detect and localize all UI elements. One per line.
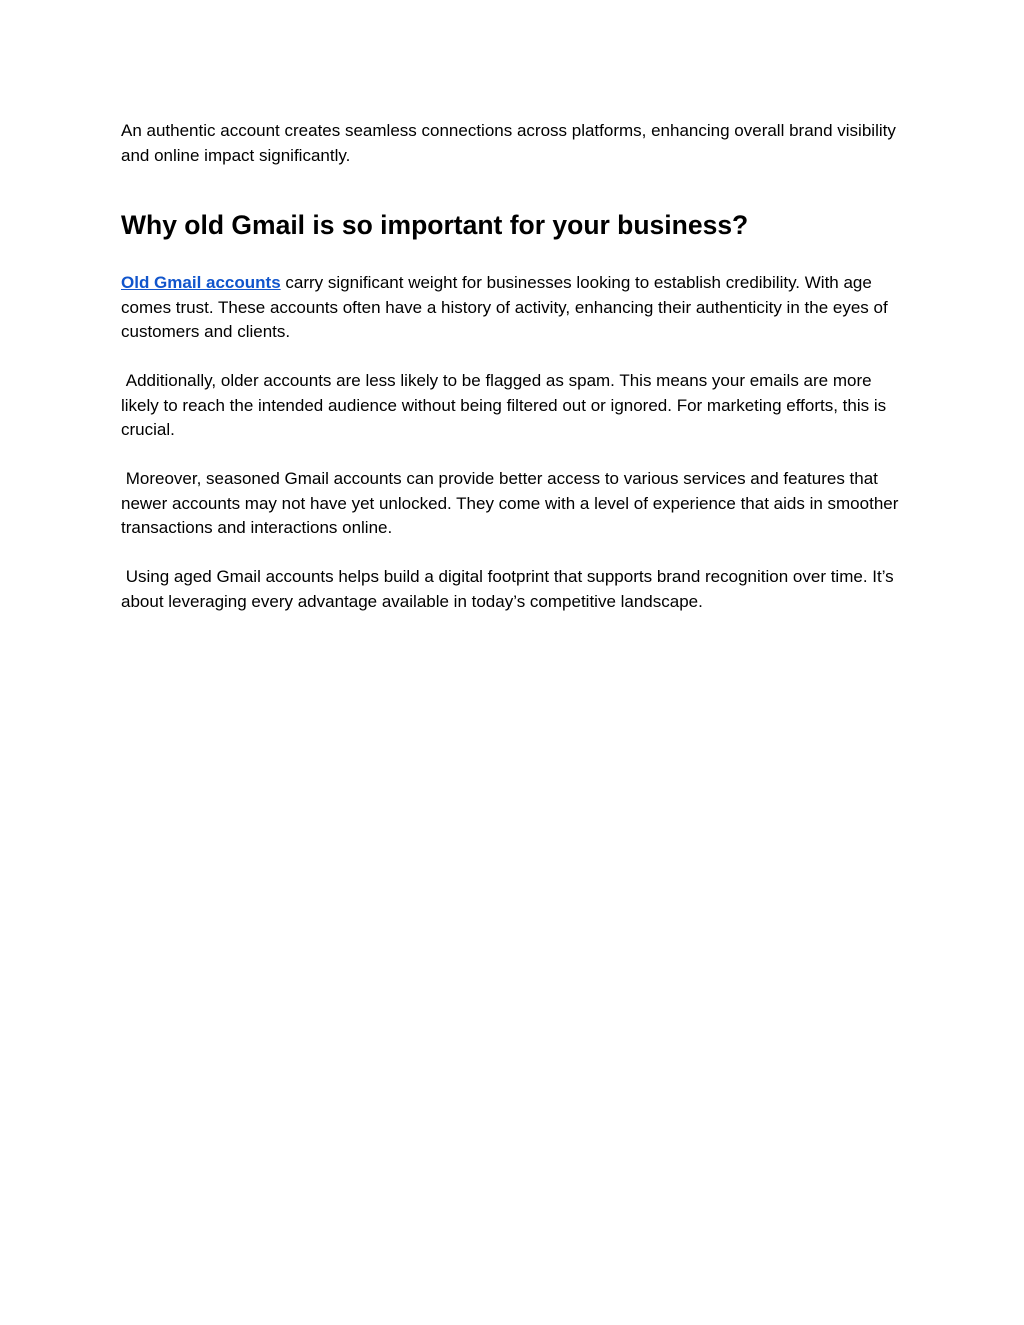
document-page	[121, 119, 911, 639]
paragraph-credibility	[121, 271, 911, 345]
paragraph-footprint: Using aged Gmail accounts helps build a digital footprint that supports brand recognition over time. It’s about leveraging every advantage available in today’s competitive landscape.	[121, 567, 899, 611]
paragraph-access: Moreover, seasoned Gmail accounts can provide better access to various services and features that newer accounts may not have yet unlocked. They come with a level of experience that aids in smoother transactions and interactions online.	[121, 469, 904, 537]
paragraph-credibility-text: carry significant weight for businesses looking to establish credibility. With age comes trust. These accounts often have a history of activity, enhancing their authenticity in the eyes of customers and clients.	[121, 273, 888, 341]
old-gmail-accounts-link[interactable]: Old Gmail accounts	[121, 273, 281, 292]
paragraph-spam: Additionally, older accounts are less likely to be flagged as spam. This means your emails are more likely to reach the intended audience without being filtered out or ignored. For marketing efforts, this is crucial.	[121, 371, 891, 439]
section-heading: Why old Gmail is so important for your business?	[121, 210, 749, 240]
intro-paragraph: An authentic account creates seamless connections across platforms, enhancing overall brand visibility and online impact significantly.	[121, 121, 896, 165]
